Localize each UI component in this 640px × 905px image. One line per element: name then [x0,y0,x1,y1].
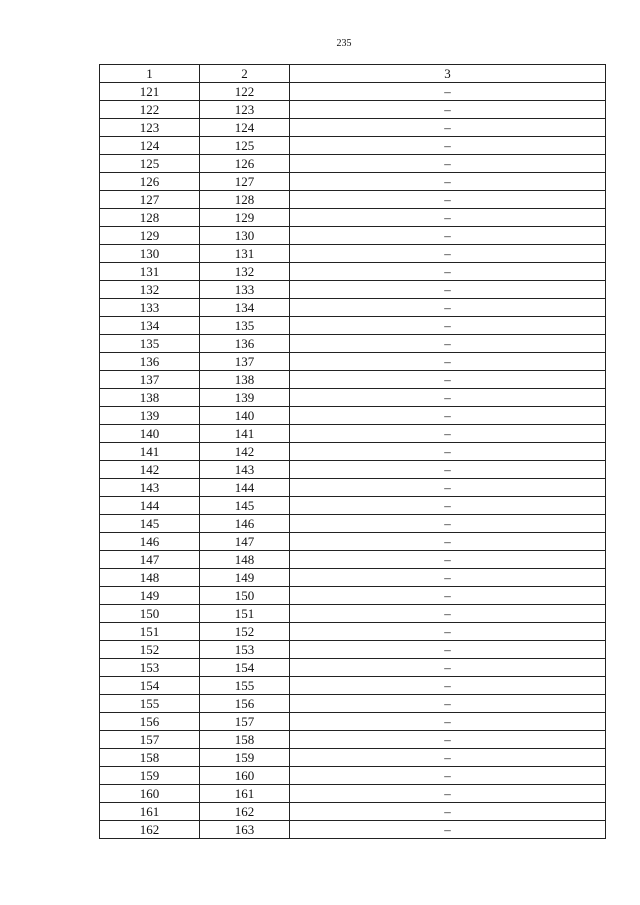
table-cell-col2: 134 [200,299,290,317]
table-cell-col2: 132 [200,263,290,281]
table-cell-col1: 132 [100,281,200,299]
table-row [100,425,606,443]
table-cell-col1: 130 [100,245,200,263]
table-cell-col3: – [290,767,606,785]
table-cell-col1: 127 [100,191,200,209]
table-cell-col2: 129 [200,209,290,227]
table-cell-col3: – [290,677,606,695]
table-row [100,461,606,479]
table-cell-col3: – [290,605,606,623]
table-cell-col1: 153 [100,659,200,677]
table-row [100,389,606,407]
table-cell-col2: 156 [200,695,290,713]
table-cell-col2: 135 [200,317,290,335]
table-cell-col2: 146 [200,515,290,533]
table-cell-col2: 144 [200,479,290,497]
table-cell-col3: – [290,731,606,749]
table-cell-col2: 145 [200,497,290,515]
table-cell-col1: 137 [100,371,200,389]
table-row [100,335,606,353]
table-row [100,101,606,119]
table-cell-col2: 158 [200,731,290,749]
table-cell-col2: 125 [200,137,290,155]
table-cell-col2: 152 [200,623,290,641]
table-cell-col3: – [290,173,606,191]
table-cell-col3: – [290,821,606,839]
table-header [100,65,606,83]
table-cell-col2: 142 [200,443,290,461]
table-cell-col3: – [290,785,606,803]
table-cell-col2: 143 [200,461,290,479]
table-cell-col1: 143 [100,479,200,497]
table-cell-col3: – [290,137,606,155]
table-cell-col1: 145 [100,515,200,533]
table-cell-col2: 147 [200,533,290,551]
table-cell-col1: 160 [100,785,200,803]
table-cell-col2: 154 [200,659,290,677]
table-cell-col3: – [290,425,606,443]
table-row [100,695,606,713]
table-row [100,299,606,317]
table-cell-col1: 125 [100,155,200,173]
table-row [100,353,606,371]
table-cell-col1: 121 [100,83,200,101]
table-cell-col2: 163 [200,821,290,839]
table-cell-col1: 142 [100,461,200,479]
table-cell-col2: 137 [200,353,290,371]
table-cell-col1: 144 [100,497,200,515]
table-cell-col3: – [290,515,606,533]
table-cell-col2: 128 [200,191,290,209]
table-cell-col1: 158 [100,749,200,767]
table-row [100,137,606,155]
table-cell-col2: 127 [200,173,290,191]
table-row [100,119,606,137]
table-cell-col1: 162 [100,821,200,839]
table-cell-col1: 154 [100,677,200,695]
table-cell-col3: – [290,479,606,497]
table-cell-col2: 123 [200,101,290,119]
table-cell-col2: 153 [200,641,290,659]
table-cell-col2: 122 [200,83,290,101]
column-header-1: 1 [100,65,200,83]
table-row [100,281,606,299]
table-cell-col3: – [290,371,606,389]
table-cell-col3: – [290,227,606,245]
table-row [100,497,606,515]
table-cell-col3: – [290,209,606,227]
table-cell-col1: 123 [100,119,200,137]
table-cell-col1: 126 [100,173,200,191]
table-cell-col3: – [290,299,606,317]
table-cell-col1: 128 [100,209,200,227]
table-row [100,317,606,335]
table-cell-col2: 157 [200,713,290,731]
table-cell-col2: 161 [200,785,290,803]
table-cell-col3: – [290,317,606,335]
table-cell-col2: 131 [200,245,290,263]
table-row [100,83,606,101]
table-row [100,731,606,749]
table-cell-col1: 161 [100,803,200,821]
table-row [100,155,606,173]
table-row [100,173,606,191]
table-cell-col1: 124 [100,137,200,155]
table-cell-col3: – [290,191,606,209]
table-cell-col2: 140 [200,407,290,425]
table-cell-col1: 147 [100,551,200,569]
table-row [100,785,606,803]
table-cell-col3: – [290,803,606,821]
table-cell-col3: – [290,461,606,479]
table-cell-col1: 151 [100,623,200,641]
table-cell-col2: 150 [200,587,290,605]
table-cell-col1: 140 [100,425,200,443]
table-cell-col2: 162 [200,803,290,821]
table-row [100,821,606,839]
table-cell-col1: 156 [100,713,200,731]
table-cell-col3: – [290,335,606,353]
table-cell-col3: – [290,443,606,461]
table-cell-col1: 135 [100,335,200,353]
table-cell-col2: 155 [200,677,290,695]
table-cell-col1: 131 [100,263,200,281]
table-cell-col3: – [290,749,606,767]
table-cell-col3: – [290,641,606,659]
table-row [100,605,606,623]
table-row [100,803,606,821]
table-cell-col1: 138 [100,389,200,407]
table-cell-col2: 149 [200,569,290,587]
table-cell-col2: 159 [200,749,290,767]
table-body [100,83,606,839]
column-header-2: 2 [200,65,290,83]
table-cell-col1: 136 [100,353,200,371]
table-row [100,371,606,389]
table-cell-col2: 141 [200,425,290,443]
table-cell-col2: 124 [200,119,290,137]
table-row [100,533,606,551]
table-cell-col1: 139 [100,407,200,425]
table-cell-col3: – [290,623,606,641]
data-table [99,64,606,839]
table-cell-col3: – [290,155,606,173]
table-row [100,245,606,263]
table-cell-col1: 152 [100,641,200,659]
table-cell-col2: 148 [200,551,290,569]
table-cell-col3: – [290,497,606,515]
table-cell-col1: 129 [100,227,200,245]
table-cell-col3: – [290,245,606,263]
table-cell-col1: 148 [100,569,200,587]
table-row [100,209,606,227]
table-cell-col2: 136 [200,335,290,353]
column-header-3: 3 [290,65,606,83]
table-row [100,263,606,281]
table-cell-col1: 122 [100,101,200,119]
table-cell-col3: – [290,101,606,119]
table-row [100,641,606,659]
table-row [100,227,606,245]
table-cell-col1: 133 [100,299,200,317]
table-cell-col3: – [290,407,606,425]
table-row [100,659,606,677]
table-cell-col3: – [290,119,606,137]
table-cell-col1: 146 [100,533,200,551]
table-cell-col1: 134 [100,317,200,335]
table-cell-col2: 151 [200,605,290,623]
table-cell-col1: 159 [100,767,200,785]
table-cell-col1: 157 [100,731,200,749]
table-cell-col2: 139 [200,389,290,407]
table-row [100,191,606,209]
table-row [100,623,606,641]
table-cell-col3: – [290,695,606,713]
table-row [100,407,606,425]
table-cell-col2: 133 [200,281,290,299]
header-row [100,65,606,83]
table-row [100,443,606,461]
table-cell-col2: 126 [200,155,290,173]
table-cell-col1: 141 [100,443,200,461]
table-cell-col3: – [290,83,606,101]
table-row [100,551,606,569]
page-number: 235 [336,38,352,49]
table-cell-col3: – [290,389,606,407]
table-cell-col1: 149 [100,587,200,605]
table-cell-col2: 130 [200,227,290,245]
table-cell-col3: – [290,353,606,371]
table-row [100,767,606,785]
table-cell-col2: 160 [200,767,290,785]
table-cell-col3: – [290,713,606,731]
table-cell-col1: 155 [100,695,200,713]
table-cell-col3: – [290,569,606,587]
table-cell-col3: – [290,659,606,677]
table-cell-col2: 138 [200,371,290,389]
table-row [100,515,606,533]
table-row [100,749,606,767]
table-row [100,479,606,497]
table-row [100,587,606,605]
table-row [100,713,606,731]
table-cell-col3: – [290,533,606,551]
table-cell-col3: – [290,551,606,569]
table-cell-col3: – [290,281,606,299]
table-row [100,569,606,587]
table-row [100,677,606,695]
table-cell-col3: – [290,263,606,281]
table-cell-col3: – [290,587,606,605]
table-cell-col1: 150 [100,605,200,623]
